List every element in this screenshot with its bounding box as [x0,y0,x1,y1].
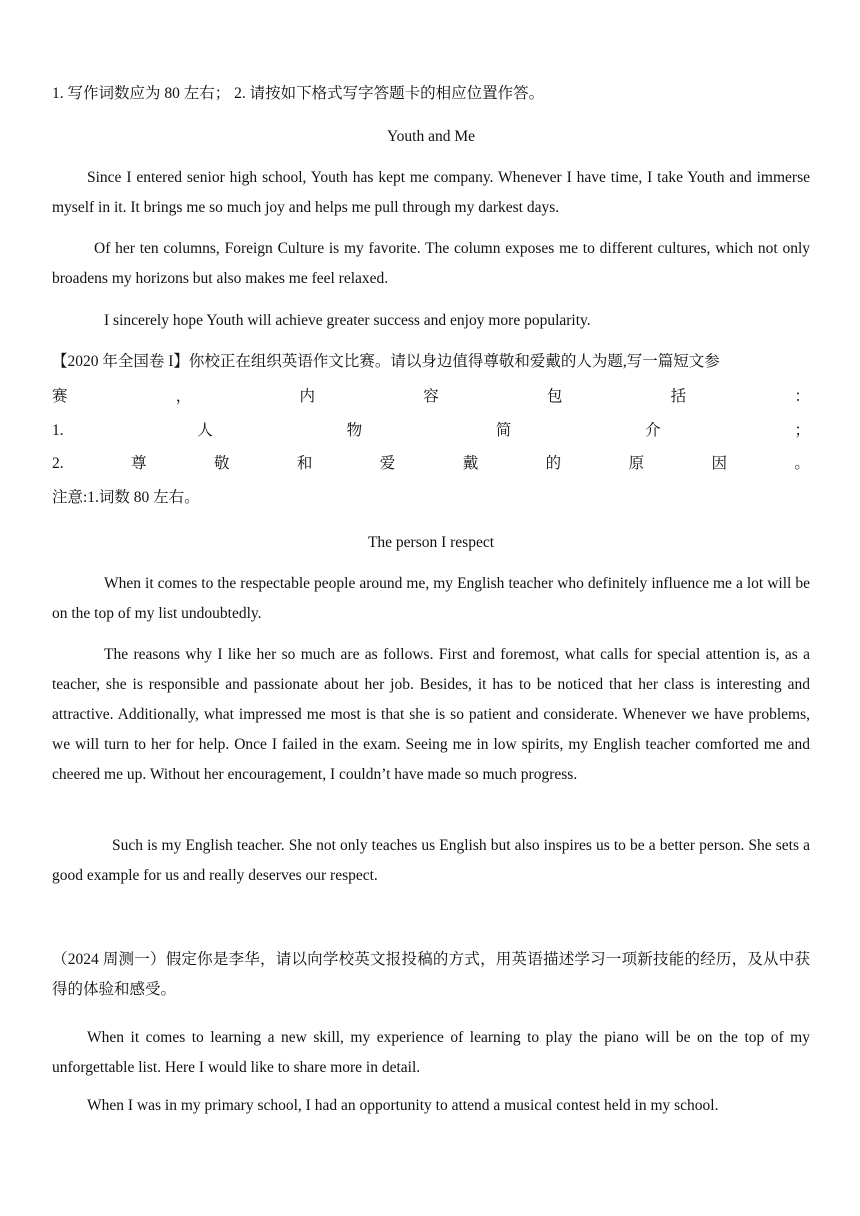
paragraph: When it comes to learning a new skill, my experience of learning to play the piano will be on the top of my unforgettable list. Here I would like to share more in detail. [52,1029,810,1076]
prompt-line-spaced [52,387,810,407]
prompt-char: 简 [495,422,512,439]
prompt-char: 人 [197,422,213,439]
prompt-char: 包 [546,388,563,405]
prompt-char: 尊 [131,455,147,472]
prompt-char: 容 [423,388,439,405]
prompt-paragraph: （2024 周测一）假定你是李华，请以向学校英文报投稿的方式，用英语描述学习一项新技能的经历，及从中获得的体验和感受。 [52,951,810,998]
prompt-line-spaced [52,454,810,474]
paragraph: When it comes to the respectable people around me, my English teacher who definitely influence me a lot will be on the top of my list undoubtedly. [52,575,810,622]
paragraph: When I was in my primary school, I had an opportunity to attend a musical contest held in my school. [87,1097,719,1114]
paragraph: Of her ten columns, Foreign Culture is my favorite. The column exposes me to different cultures, which not only broadens my horizons but also makes me feel relaxed. [52,240,810,287]
prompt-char: 爱 [379,455,396,472]
paragraph: The reasons why I like her so much are as follows. First and foremost, what calls for special attention is, as a teacher, she is responsible and passionate about her job. Besides, it has to be noticed that her class is interesting and attractive. Additionally, what impressed me most is that she is so patient and considerate. Whenever we have problems, we will turn to her for help. Once I failed in the exam. Seeing me in low spirits, my English teacher comforted me and cheered me up. Without her encouragement, I couldn’t have made so much progress. [52,646,810,783]
prompt-char: 原 [628,455,645,472]
prompt-line: 注意:1.词数 80 左右。 [52,489,200,506]
instructions-text: 1. 写作词数应为 80 左右； 2. 请按如下格式写字答题卡的相应位置作答。 [52,85,545,102]
paragraph: I sincerely hope Youth will achieve greater success and enjoy more popularity. [104,312,591,329]
prompt-char: 敬 [213,455,230,472]
prompt-char: 物 [346,422,363,439]
prompt-char: 戴 [462,455,479,472]
paragraph: Such is my English teacher. She not only teaches us English but also inspires us to be a better person. She sets a good example for us and really deserves our respect. [52,837,810,884]
prompt-char: ： [794,388,810,405]
prompt-char: 和 [296,455,313,472]
prompt-char: ， [175,388,192,405]
prompt-char: 括 [670,388,687,405]
prompt-line: 【2020 年全国卷 I】你校正在组织英语作文比赛。请以身边值得尊敬和爱戴的人为题,写一篇短文参 [52,353,720,370]
prompt-char: 赛 [52,388,68,405]
prompt-char: 因 [711,455,727,472]
paragraph: Since I entered senior high school, Youth has kept me company. Whenever I have time, I take Youth and immerse myself in it. It brings me so much joy and helps me pull through my darkest days. [52,169,810,216]
prompt-char: ； [794,422,810,439]
essay-title-person: The person I respect [367,534,495,551]
prompt-char: 内 [299,388,315,405]
prompt-char: 。 [794,455,810,472]
essay-title-youth: Youth and Me [387,128,475,145]
prompt-char: 2. [52,455,64,472]
prompt-char: 介 [645,422,661,439]
prompt-char: 的 [545,455,562,472]
prompt-line-spaced [52,421,810,441]
prompt-char: 1. [52,422,64,439]
